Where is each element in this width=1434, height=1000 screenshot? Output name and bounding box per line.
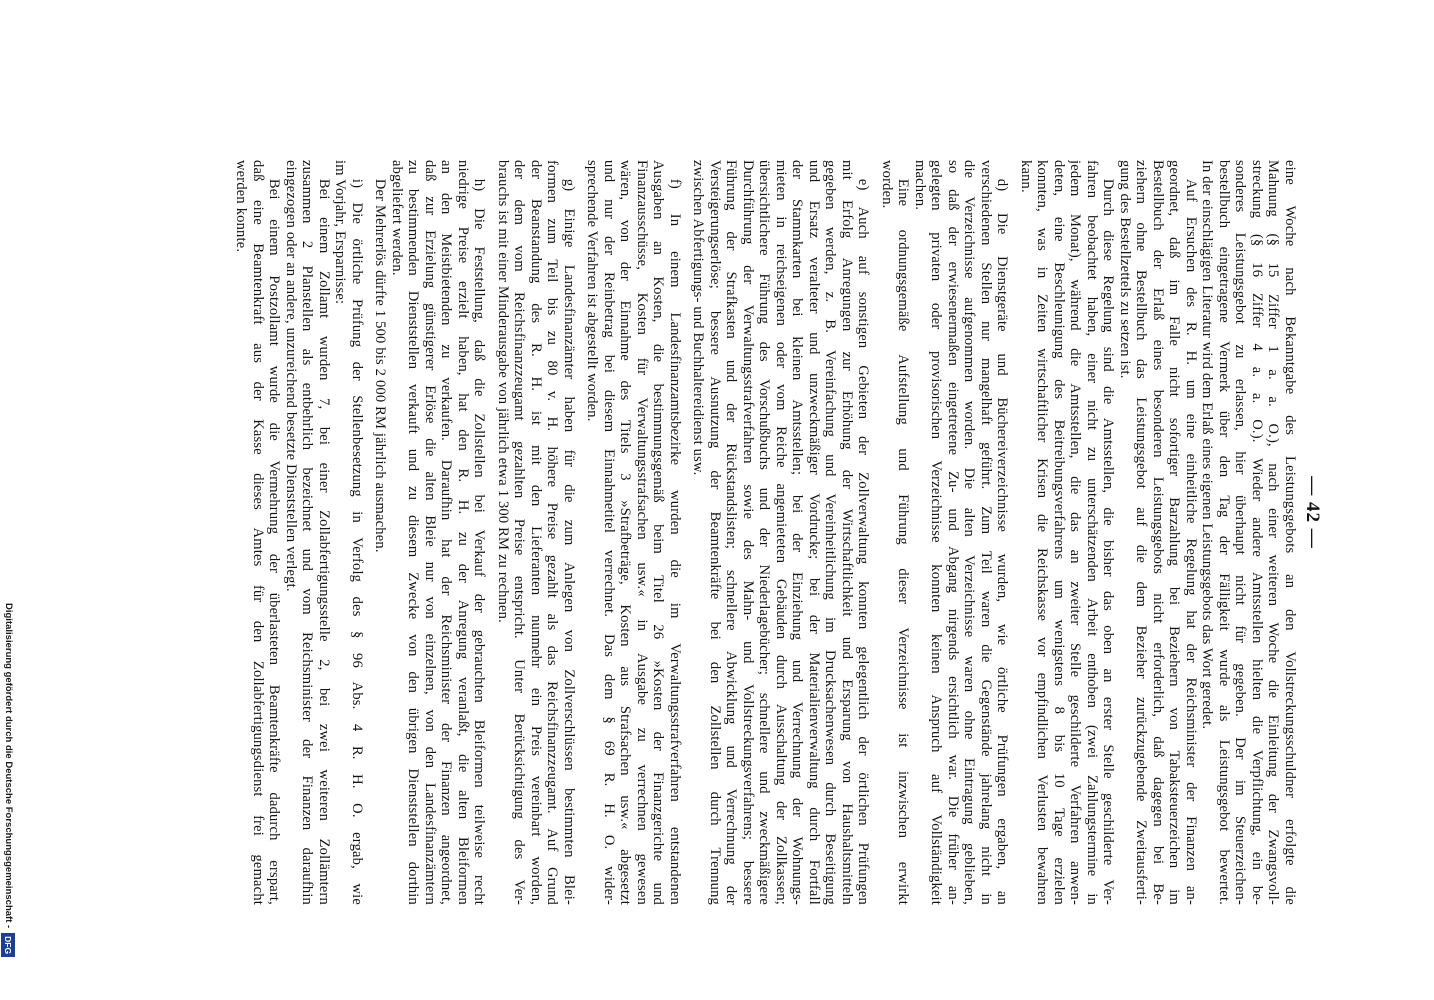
text-line: an den Meistbietenden zu verkaufen. Daraufhin hat der Reichsminister der Finanzen angeordnet, [438,160,455,905]
text-line: im Vorjahr, Ersparnisse: [332,160,349,305]
text-line: sprechende Verfahren ist abgestellt worden. [584,160,601,422]
text-line: Durchführung der Verwaltungsstrafverfahren sowie des Mahn- und Vollstreckungsverfahrens; bessere [740,160,756,905]
text-line: d) Die Dienstgeräte und Büchereiverzeichnisse wurden, wie örtliche Prüfungen ergaben, an [994,178,1011,905]
text-line: gelegten privaten oder provisorischen Verzeichnisse konnten keinen Anspruch auf Vollständigkeit [928,160,945,905]
text-line: konnten, was in Zeiten wirtschaftlicher Krisen die Reichskasse vor empfindlichen Verlusten bewahren [1034,160,1051,905]
document-page [150,160,1326,905]
text-line: fahren beobachtet haben, einer nicht zu unterschätzenden Arbeit enthoben (zwei Zahlungstermine in [1084,160,1100,905]
text-line: jedem Monat), während die Amtsstellen, die das an zweiter Stelle geschilderte Verfahren anwen- [1067,160,1084,905]
paragraph [1117,160,1200,905]
text-line: gung des Bestellzettels zu setzen ist. [1117,160,1133,379]
text-line: und Ersatz veralteter und unzweckmäßiger Vordrucke; bei der Materialienverwaltung durch Fortfall [806,160,822,905]
text-line: bestellbuch eingetragene Vermerk über den Tag der Fälligkeit wurde als Leistungsgebot bewertet. [1216,160,1232,905]
text-line: gegeben werden, z. B. Vereinfachung und Vereinheitlichung im Drucksachenwesen durch Beseitigung [822,160,839,905]
paragraph [690,160,872,905]
text-line: der Stammkarten bei kleinen Amtsstellen; bei der Einziehung und Verrechnung der Wohnungs- [789,160,806,905]
text-line: der dem vom Reichsfinanzzeugamt gezahlten Preise entspricht. Unter Berücksichtigung des Ver- [511,160,528,905]
text-line: Bei einem Postzollamt wurde die Vermehrung der überlasteten Beamtenkräfte dadurch erspart, [266,178,283,905]
text-line: verschiedenen Stellen nur mangelhaft geführt. Zum Teil waren die Gegenstände jahrelang nicht in [978,160,994,905]
text-line: kann. [1018,160,1034,193]
text-line: deten, eine Beschleunigung des Beitreibungsverfahrens um wenigstens 8 bis 10 Tage erzielen [1051,160,1067,905]
text-line: f) In einem Landesfinanzamtsbezirke wurden die im Verwaltungsstrafverfahren entstandenen [667,178,683,905]
text-line: Eine ordnungsgemäße Aufstellung und Führung dieser Verzeichnisse ist inzwischen erwirkt [895,178,912,905]
text-line: Ausgaben an Kosten, die bestimmungsgemäß beim Titel 26 »Kosten der Finanzgerichte und [650,160,667,905]
text-line: Bestellbuch der Erlaß eines besonderen Leistungsgebots nicht erforderlich, daß dagegen bei Be- [1150,160,1166,905]
text-line: brauchs ist mit einer Minderausgabe von jährlich etwa 1 300 RM zu rechnen. [495,160,511,623]
text-line: Finanzausschüsse, Kosten für Verwaltungsstrafsachen usw.« in Ausgabe zu verrechnen gewesen [634,160,650,905]
text-line: die Verzeichnisse aufgenommen worden. Die alten Verzeichnisse waren ohne Eintragung geblieben, [961,160,978,905]
text-line: In der einschlägigen Literatur wird dem Erlaß eines eigenen Leistungsgebots das Wort geredet. [1199,160,1216,730]
paragraph [1018,160,1117,905]
text-line: Führung der Strafkasten und der Rückstandslisten; schnellere Abwicklung und Verrechnung der [723,160,740,905]
text-line: zu bestimmenden Dienststellen verkauft und zu diesem Zwecke von den übrigen Dienststellen dorthin [405,160,422,905]
text-line: zusammen 2 Planstellen als entbehrlich bezeichnet und vom Reichsminister der Finanzen daraufhin [299,160,316,905]
paragraph [495,160,578,905]
text-line: zwischen Abfertigungs- und Buchhaltereidienst usw. [690,160,707,476]
text-line: mieten in reichseigenen oder vom Reiche angemieteten Gebäuden durch Ausschaltung der Zollkassen; [773,160,789,905]
text-line: streckung (§ 16 Ziffer 4 a. a. O.). Wieder andere Amtsstellen hielten die Verpflichtung, ein be- [1249,160,1265,905]
dfg-logo: DFG [2,933,16,957]
text-line: niedrige Preise erzielt haben, hat den R. H. zu der Anregung veranlaßt, die alten Bleiformen [455,160,471,905]
text-line: wären, von der Einnahme des Titels 3 »Strafbeträge, Kosten aus Strafsachen usw.« abgesetzt [617,160,634,905]
text-line: der Beanstandung des R. H. ist mit den Lieferanten nunmehr ein Preis vereinbart worden, [528,160,544,905]
text-line: werden konnte. [233,160,250,253]
text-line: Auf Ersuchen des R. H. um eine einheitliche Regelung hat der Reichsminister der Finanzen an- [1183,178,1199,905]
paragraph [912,160,1011,905]
text-line: formen zum Teil bis zu 80 v. H. höhere Preise gezahlt als das Reichsfinanzzeugamt. Auf Grund [544,160,561,905]
text-line: e) Auch auf sonstigen Gebieten der Zollverwaltung konnten gelegentlich der örtlichen Prüfungen [855,178,872,905]
text-line: i) Die örtliche Prüfung der Stellenbesetzung in Verfolg des § 96 Abs. 4 R. H. O. ergab, wie [349,178,365,905]
text-line: eingezogen oder an andere, unzureichend besetzte Dienststellen verlegt. [283,160,299,592]
text-line: worden. [879,160,895,209]
paragraph [372,160,389,905]
text-line: ziehern ohne Bestellbuch das Leistungsgebot auf die dem Bezieher zurückzugebende Zweitausferti- [1133,160,1150,905]
paragraph [283,160,333,905]
text-line: so daß der erwiesenermaßen eingetretene Zu- und Abgang nirgends ersichtlich war. Die früher an- [945,160,961,905]
body-text [233,160,1298,905]
text-line: geordnet, daß im Falle nicht sofortiger Barzahlung bei Beziehern von Tabaksteuerzeichen im [1166,160,1183,905]
text-line: daß zur Erzielung günstigerer Erlöse die alten Bleie nur von einzelnen, von den Landesfinanzämtern [422,160,438,905]
text-line: h) Die Feststellung, daß die Zollstellen bei Verkauf der gebrauchten Bleiformen teilweise recht [471,178,488,905]
text-line: eine Woche nach Bekanntgabe des Leistungsgebots an den Vollstreckungsschuldner erfolgte die [1282,160,1298,905]
paragraph [1199,160,1298,905]
text-line: Bei einem Zollamt wurden 7, bei einer Zollabfertigungsstelle 2, bei zwei weiteren Zollämtern [316,178,332,905]
paragraph [389,160,488,905]
paragraph [584,160,683,905]
text-line: daß eine Beamtenkraft aus der Kasse dieses Amtes für den Zollabfertigungsdienst frei gemacht [250,160,266,905]
text-line: g) Einige Landesfinanzämter haben für die zum Anlegen von Zollverschlüssen bestimmten Blei- [561,178,577,905]
paragraph [332,160,365,905]
text-line: mit Erfolg Anregungen zur Erhöhung der Wirtschaftlichkeit und Ersparung von Haushaltsmitteln [839,160,855,905]
text-line: sonderes Leistungsgebot zu erlassen, hier überhaupt nicht für gegeben. Der im Steuerzeichen- [1232,160,1249,905]
text-line: machen. [912,160,928,211]
digitization-credit [2,603,15,995]
text-line: Der Mehrerlös dürfte 1 500 bis 2 000 RM jährlich ausmachen. [372,178,389,553]
paragraph [233,160,283,905]
text-line: Mahnung (§ 15 Ziffer 1 a. a. O.), nach einer weiteren Woche die Einleitung der Zwangsvoll- [1265,160,1282,905]
text-line: abgeliefert werden. [389,160,405,276]
paragraph [879,160,912,905]
text-line: Durch diese Regelung sind die Amtsstellen, die bisher das oben an erster Stelle geschilderte Ver- [1100,178,1117,905]
text-line: übersichtlichere Führung des Vorschußbuchs und der Niederlagebücher; schnellere und zweckmäßigere [756,160,773,905]
text-line: Versteigerungserlöse; bessere Ausnutzung der Beamtenkräfte bei den Zollstellen durch Trennung [707,160,723,905]
credit-text: Digitalisierung gefördert durch die Deutsche Forschungsgemeinschaft - [3,603,14,929]
page-number: — 42 — [1302,476,1323,549]
text-line: und nur der Reinbetrag bei diesem Einnahmetitel verrechnet. Das dem § 69 R. H. O. wider- [601,160,617,905]
